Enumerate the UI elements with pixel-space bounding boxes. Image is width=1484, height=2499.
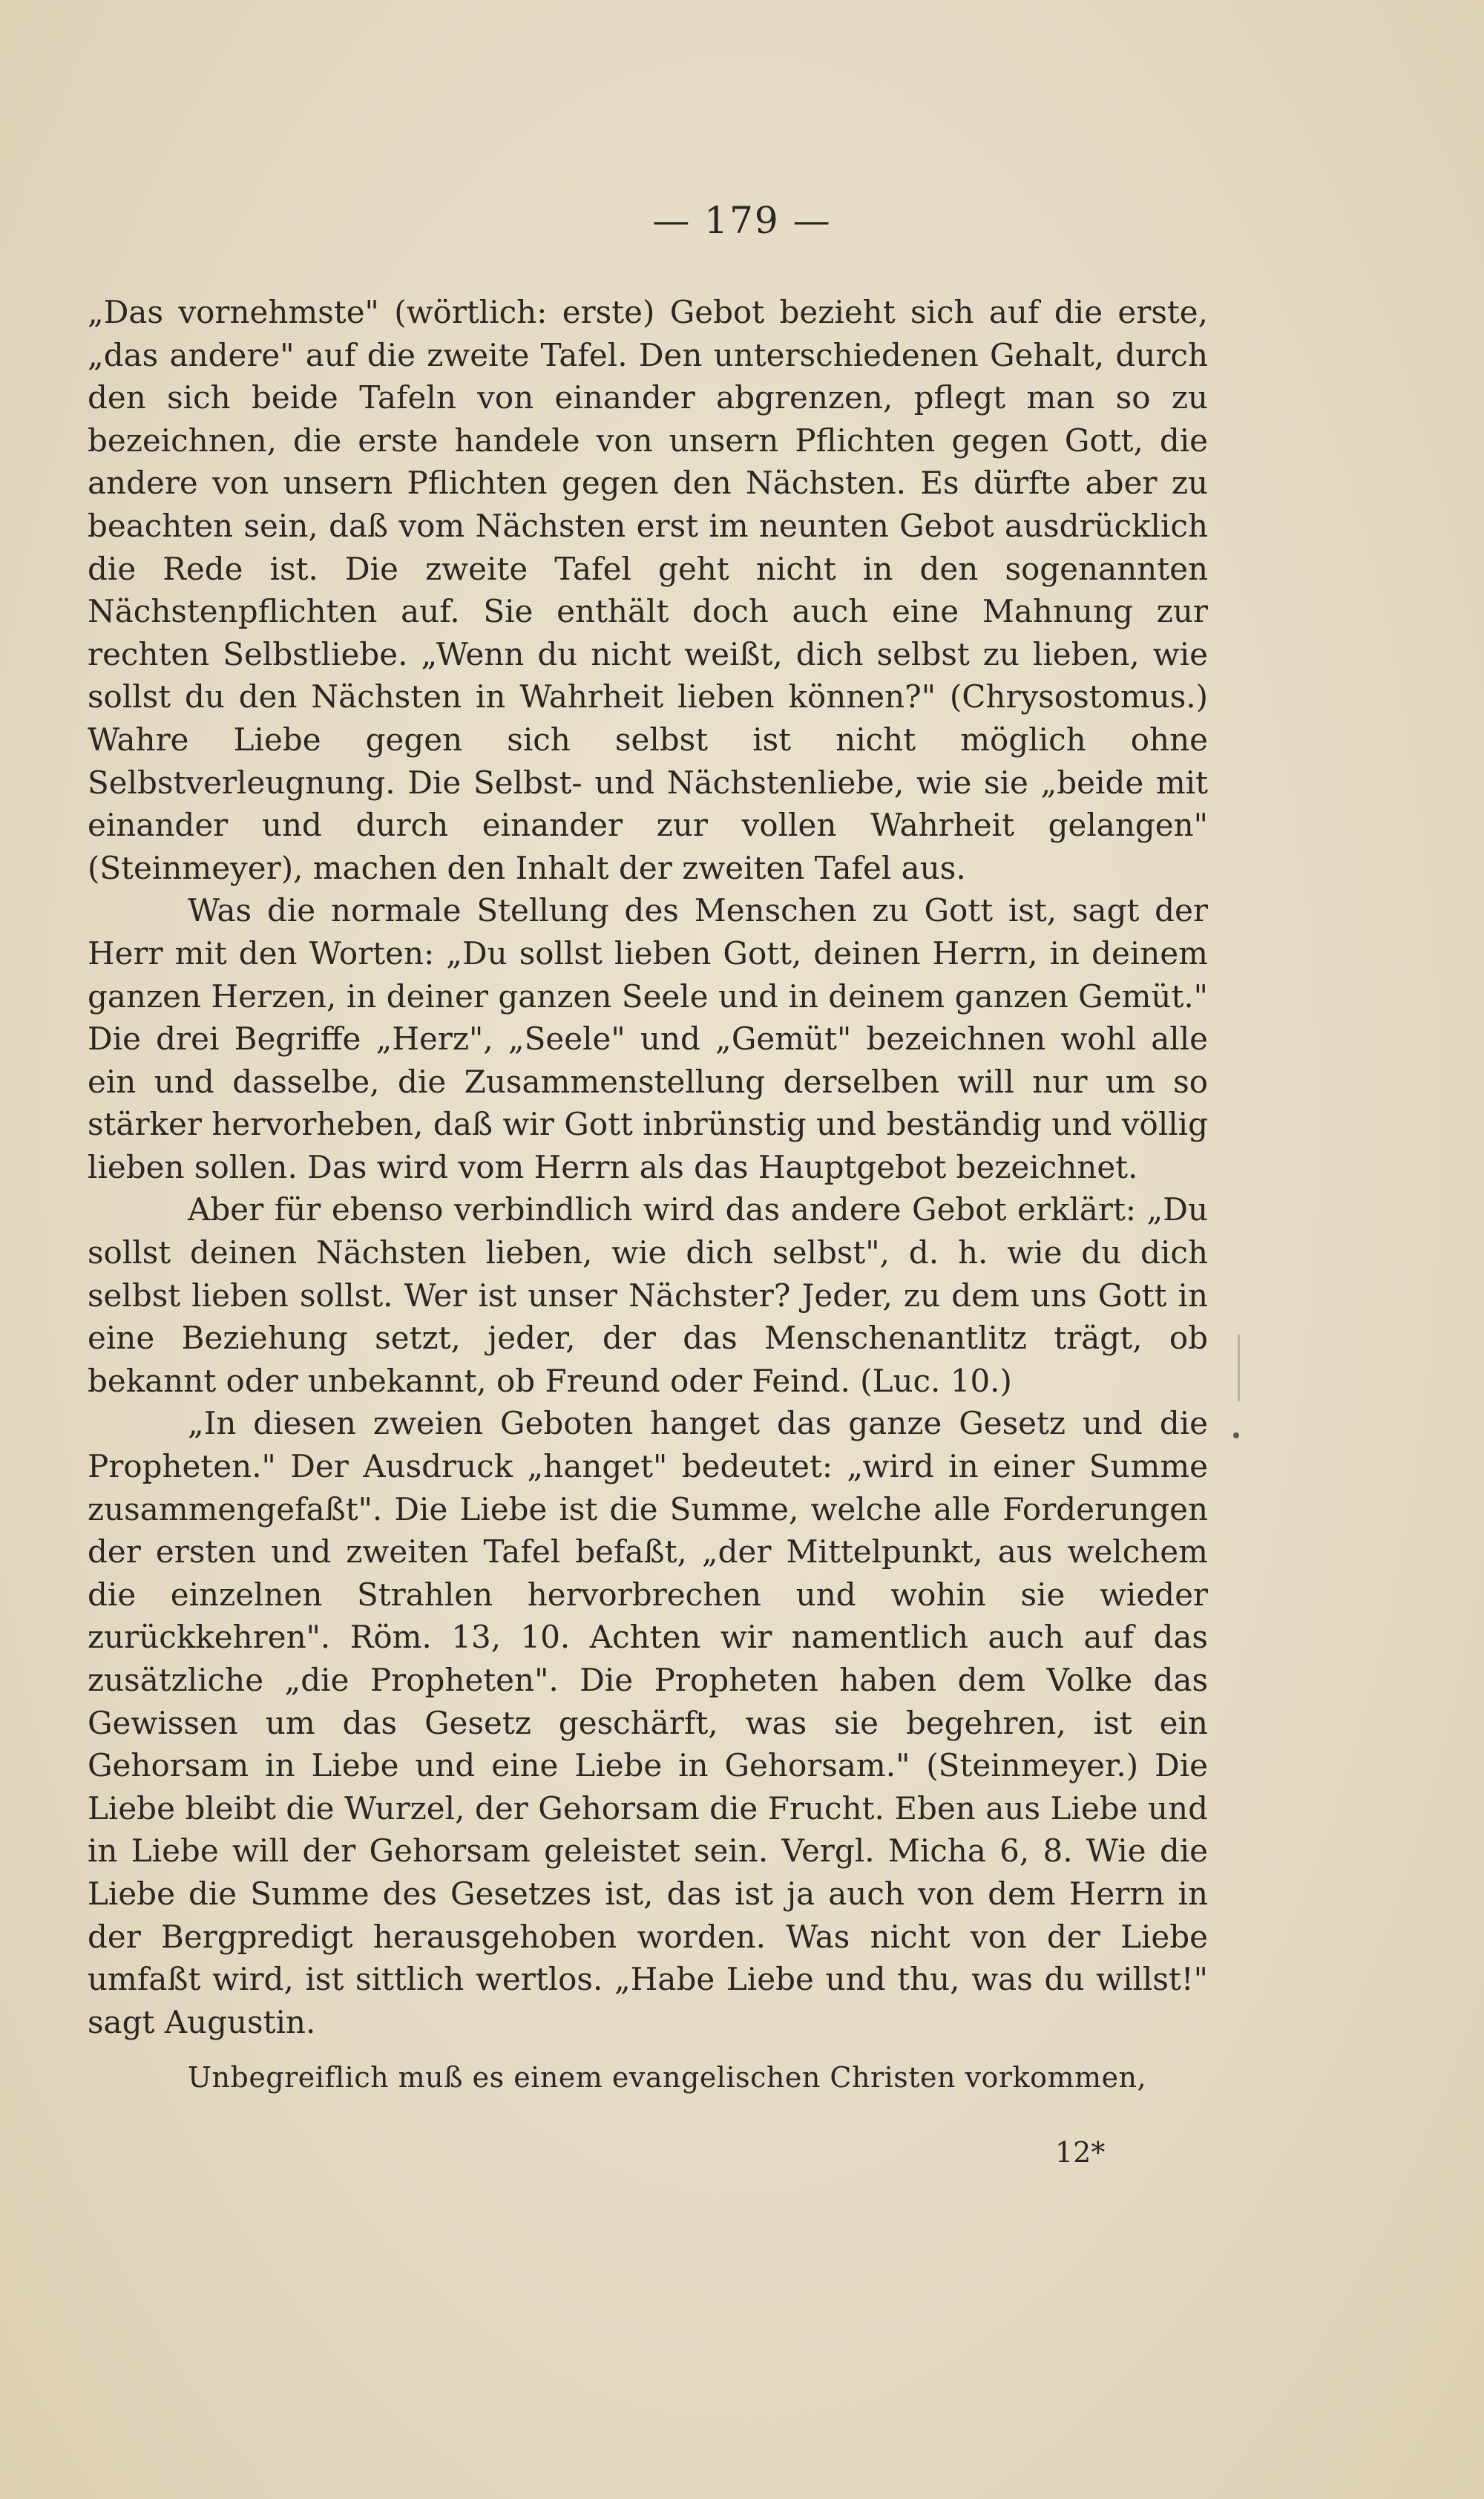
page-number-header: — 179 —	[652, 199, 832, 242]
paragraph-1: „Das vornehmste" (wörtlich: erste) Gebot bezieht sich auf die erste, „das andere" auf die zweite Tafel. Den unterschiedenen Gehalt, durch den sich beide Tafeln von einander abgrenzen, pflegt man so zu bezeichnen, die erste handele von unsern Pflichten gegen Gott, die andere von unsern Pflichten gegen den Nächsten. Es dürfte aber zu beachten sein, daß vom Nächsten erst im neunten Gebot ausdrücklich die Rede ist. Die zweite Tafel geht nicht in den sogenannten Nächstenpflichten auf. Sie enthält doch auch eine Mahnung zur rechten Selbstliebe. „Wenn du nicht weißt, dich selbst zu lieben, wie sollst du den Nächsten in Wahrheit lieben können?" (Chrysostomus.) Wahre Liebe gegen sich selbst ist nicht möglich ohne Selbstverleugnung. Die Selbst- und Nächstenliebe, wie sie „beide mit einander und durch einander zur vollen Wahrheit gelangen" (Steinmeyer), machen den Inhalt der zweiten Tafel aus.	[88, 294, 1208, 886]
page-body-text	[88, 291, 1208, 2100]
paragraph-2: Was die normale Stellung des Menschen zu Gott ist, sagt der Herr mit den Worten: „Du sollst lieben Gott, deinen Herrn, in deinem ganzen Herzen, in deiner ganzen Seele und in deinem ganzen Gemüt." Die drei Begriffe „Herz", „Seele" und „Gemüt" bezeichnen wohl alle ein und dasselbe, die Zusammenstellung derselben will nur um so stärker hervorheben, daß wir Gott inbrünstig und beständig und völlig lieben sollen. Das wird vom Herrn als das Hauptgebot bezeichnet.	[88, 892, 1208, 1185]
paragraph-3: Aber für ebenso verbindlich wird das andere Gebot erklärt: „Du sollst deinen Nächsten lieben, wie dich selbst", d. h. wie du dich selbst lieben sollst. Wer ist unser Nächster? Jeder, zu dem uns Gott in eine Beziehung setzt, jeder, der das Menschenantlitz trägt, ob bekannt oder unbekannt, ob Freund oder Feind. (Luc. 10.)	[88, 1191, 1208, 1399]
margin-dot-mark	[1233, 1432, 1239, 1438]
paragraph-4: „In diesen zweien Geboten hanget das ganze Gesetz und die Propheten." Der Ausdruck „hanget" bedeutet: „wird in einer Summe zusammengefaßt". Die Liebe ist die Summe, welche alle Forderungen der ersten und zweiten Tafel befaßt, „der Mittelpunkt, aus welchem die einzelnen Strahlen hervorbrechen und wohin sie wieder zurückkehren". Röm. 13, 10. Achten wir namentlich auch auf das zusätzliche „die Propheten". Die Propheten haben dem Volke das Gewissen um das Gesetz geschärft, was sie begehren, ist ein Gehorsam in Liebe und eine Liebe in Gehorsam." (Steinmeyer.) Die Liebe bleibt die Wurzel, der Gehorsam die Frucht. Eben aus Liebe und in Liebe will der Gehorsam geleistet sein. Vergl. Micha 6, 8. Wie die Liebe die Summe des Gesetzes ist, das ist ja auch von dem Herrn in der Bergpredigt herausgehoben worden. Was nicht von der Liebe umfaßt wird, ist sittlich wertlos. „Habe Liebe und thu, was du willst!" sagt Augustin.	[88, 1405, 1208, 2040]
signature-mark: 12*	[1055, 2136, 1106, 2169]
margin-pencil-mark	[1238, 1334, 1240, 1401]
closing-line: Unbegreiflich muß es einem evangelischen Christen vorkommen,	[188, 2061, 1147, 2094]
